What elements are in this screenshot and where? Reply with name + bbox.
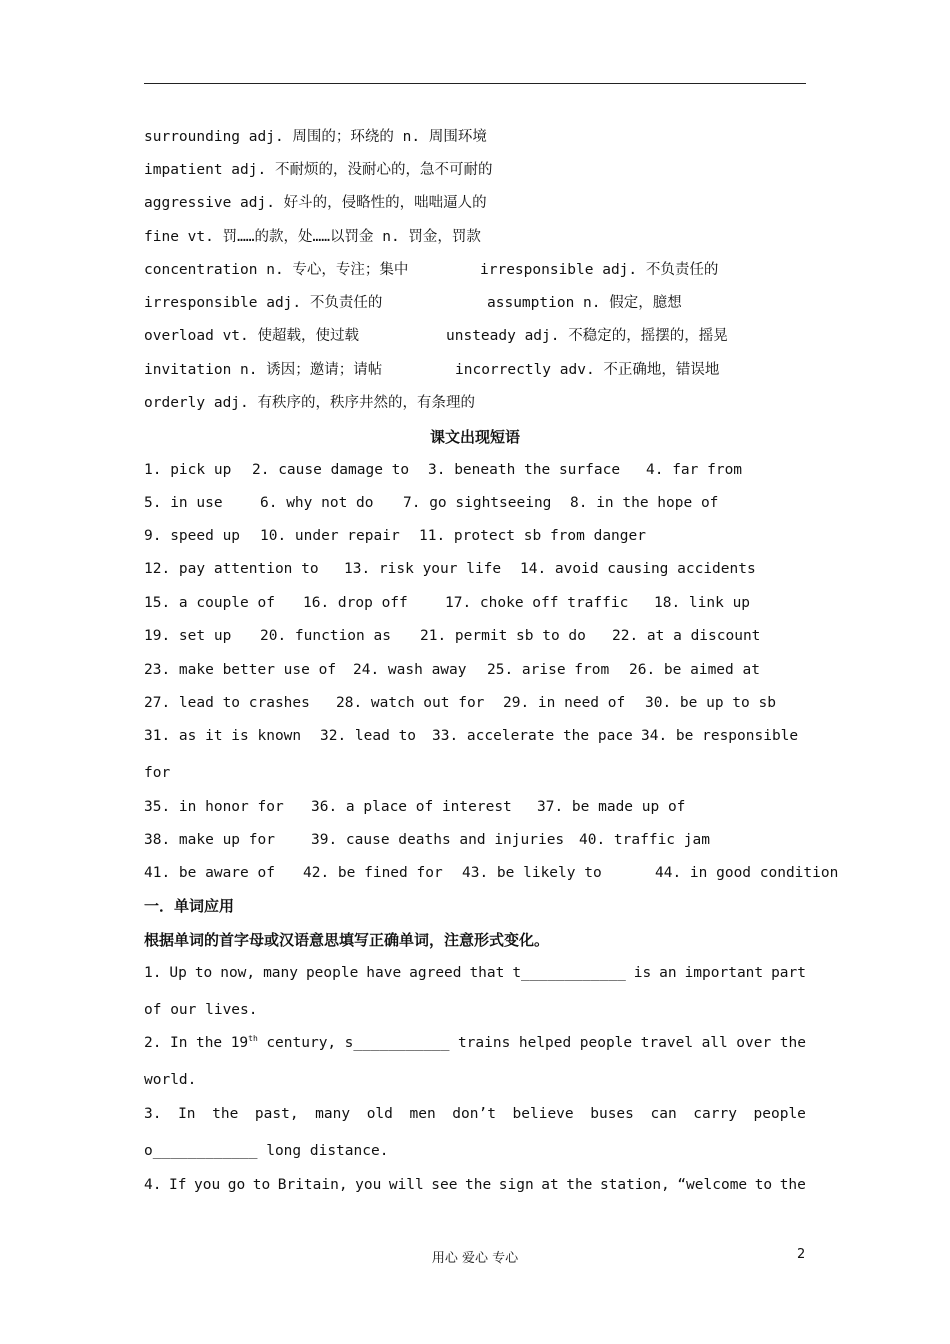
- exercise-4-line-1: 4. If you go to Britain, you will see the sign at the station, “welcome to the: [144, 1177, 806, 1193]
- page-footer: 用心 爱心 专心: [431, 1251, 519, 1266]
- vocab-line-7: overload vt. 使超载，使过载 unsteady adj. 不稳定的，摇摆的，摇晃: [144, 328, 728, 344]
- phrase-line: 35. in honor for 36. a place of interest 37. be made up of: [144, 799, 686, 815]
- vocab-line-1: surrounding adj. 周围的；环绕的 n. 周围环境: [144, 129, 487, 145]
- vocab-line-8: invitation n. 诱因；邀请；请帖 incorrectly adv. 不正确地，错误地: [144, 362, 720, 378]
- phrase-line: for: [144, 765, 171, 781]
- phrases-title: 课文出现短语: [429, 428, 520, 446]
- phrase-line: 27. lead to crashes 28. watch out for 29. in need of 30. be up to sb: [144, 695, 776, 711]
- phrase-line: 23. make better use of 24. wash away 25. arise from 26. be aimed at: [144, 662, 760, 678]
- exercise-2-line-1: 2. In the 19th century, s___________ trains helped people travel all over the: [144, 1034, 806, 1051]
- vocab-line-9: orderly adj. 有秩序的，秩序井然的，有条理的: [144, 395, 475, 411]
- phrase-line: 9. speed up 10. under repair 11. protect sb from danger: [144, 528, 646, 544]
- blank-s: s___________: [344, 1035, 450, 1051]
- instruction: 根据单词的首字母或汉语意思填写正确单词，注意形式变化。: [144, 931, 550, 949]
- phrase-line: 12. pay attention to 13. risk your life 14. avoid causing accidents: [144, 561, 756, 577]
- header-rule: [144, 83, 806, 84]
- phrase-line: 15. a couple of 16. drop off 17. choke off traffic 18. link up: [144, 595, 751, 611]
- phrase-line: 1. pick up 2. cause damage to 3. beneath the surface 4. far from: [144, 462, 743, 478]
- exercise-3-line-2: o____________ long distance.: [144, 1143, 389, 1159]
- page-number: 2: [797, 1247, 806, 1262]
- vocab-line-5: concentration n. 专心，专注；集中 irresponsible adj. 不负责任的: [144, 262, 719, 278]
- vocab-line-3: aggressive adj. 好斗的，侵略性的，咄咄逼人的: [144, 195, 487, 211]
- vocab-line-4: fine vt. 罚……的款，处……以罚金 n. 罚金，罚款: [144, 229, 481, 245]
- exercise-1-line-2: of our lives.: [144, 1002, 258, 1018]
- vocab-line-2: impatient adj. 不耐烦的，没耐心的，急不可耐的: [144, 162, 493, 178]
- phrase-line: 38. make up for 39. cause deaths and injuries 40. traffic jam: [144, 832, 710, 848]
- century-number: 19th: [230, 1034, 258, 1051]
- section-heading: 一．单词应用: [144, 897, 235, 915]
- exercise-3-line-1: 3. In the past, many old men don’t believe buses can carry people: [144, 1106, 806, 1122]
- phrase-line: 19. set up 20. function as 21. permit sb to do 22. at a discount: [144, 628, 761, 644]
- ordinal-suffix: th: [248, 1034, 258, 1044]
- exercise-2-line-2: world.: [144, 1072, 197, 1088]
- phrase-line: 41. be aware of 42. be fined for 43. be likely to 44. in good condition: [144, 865, 839, 881]
- vocab-line-6: irresponsible adj. 不负责任的 assumption n. 假定，臆想: [144, 295, 682, 311]
- blank-t: t____________: [512, 965, 626, 981]
- exercise-1-line-1: 1. Up to now, many people have agreed that t____________ is an important part: [144, 965, 806, 981]
- phrase-line: 5. in use 6. why not do 7. go sightseeing 8. in the hope of: [144, 495, 719, 511]
- phrase-line: 31. as it is known 32. lead to 33. accelerate the pace 34. be responsible: [144, 728, 799, 744]
